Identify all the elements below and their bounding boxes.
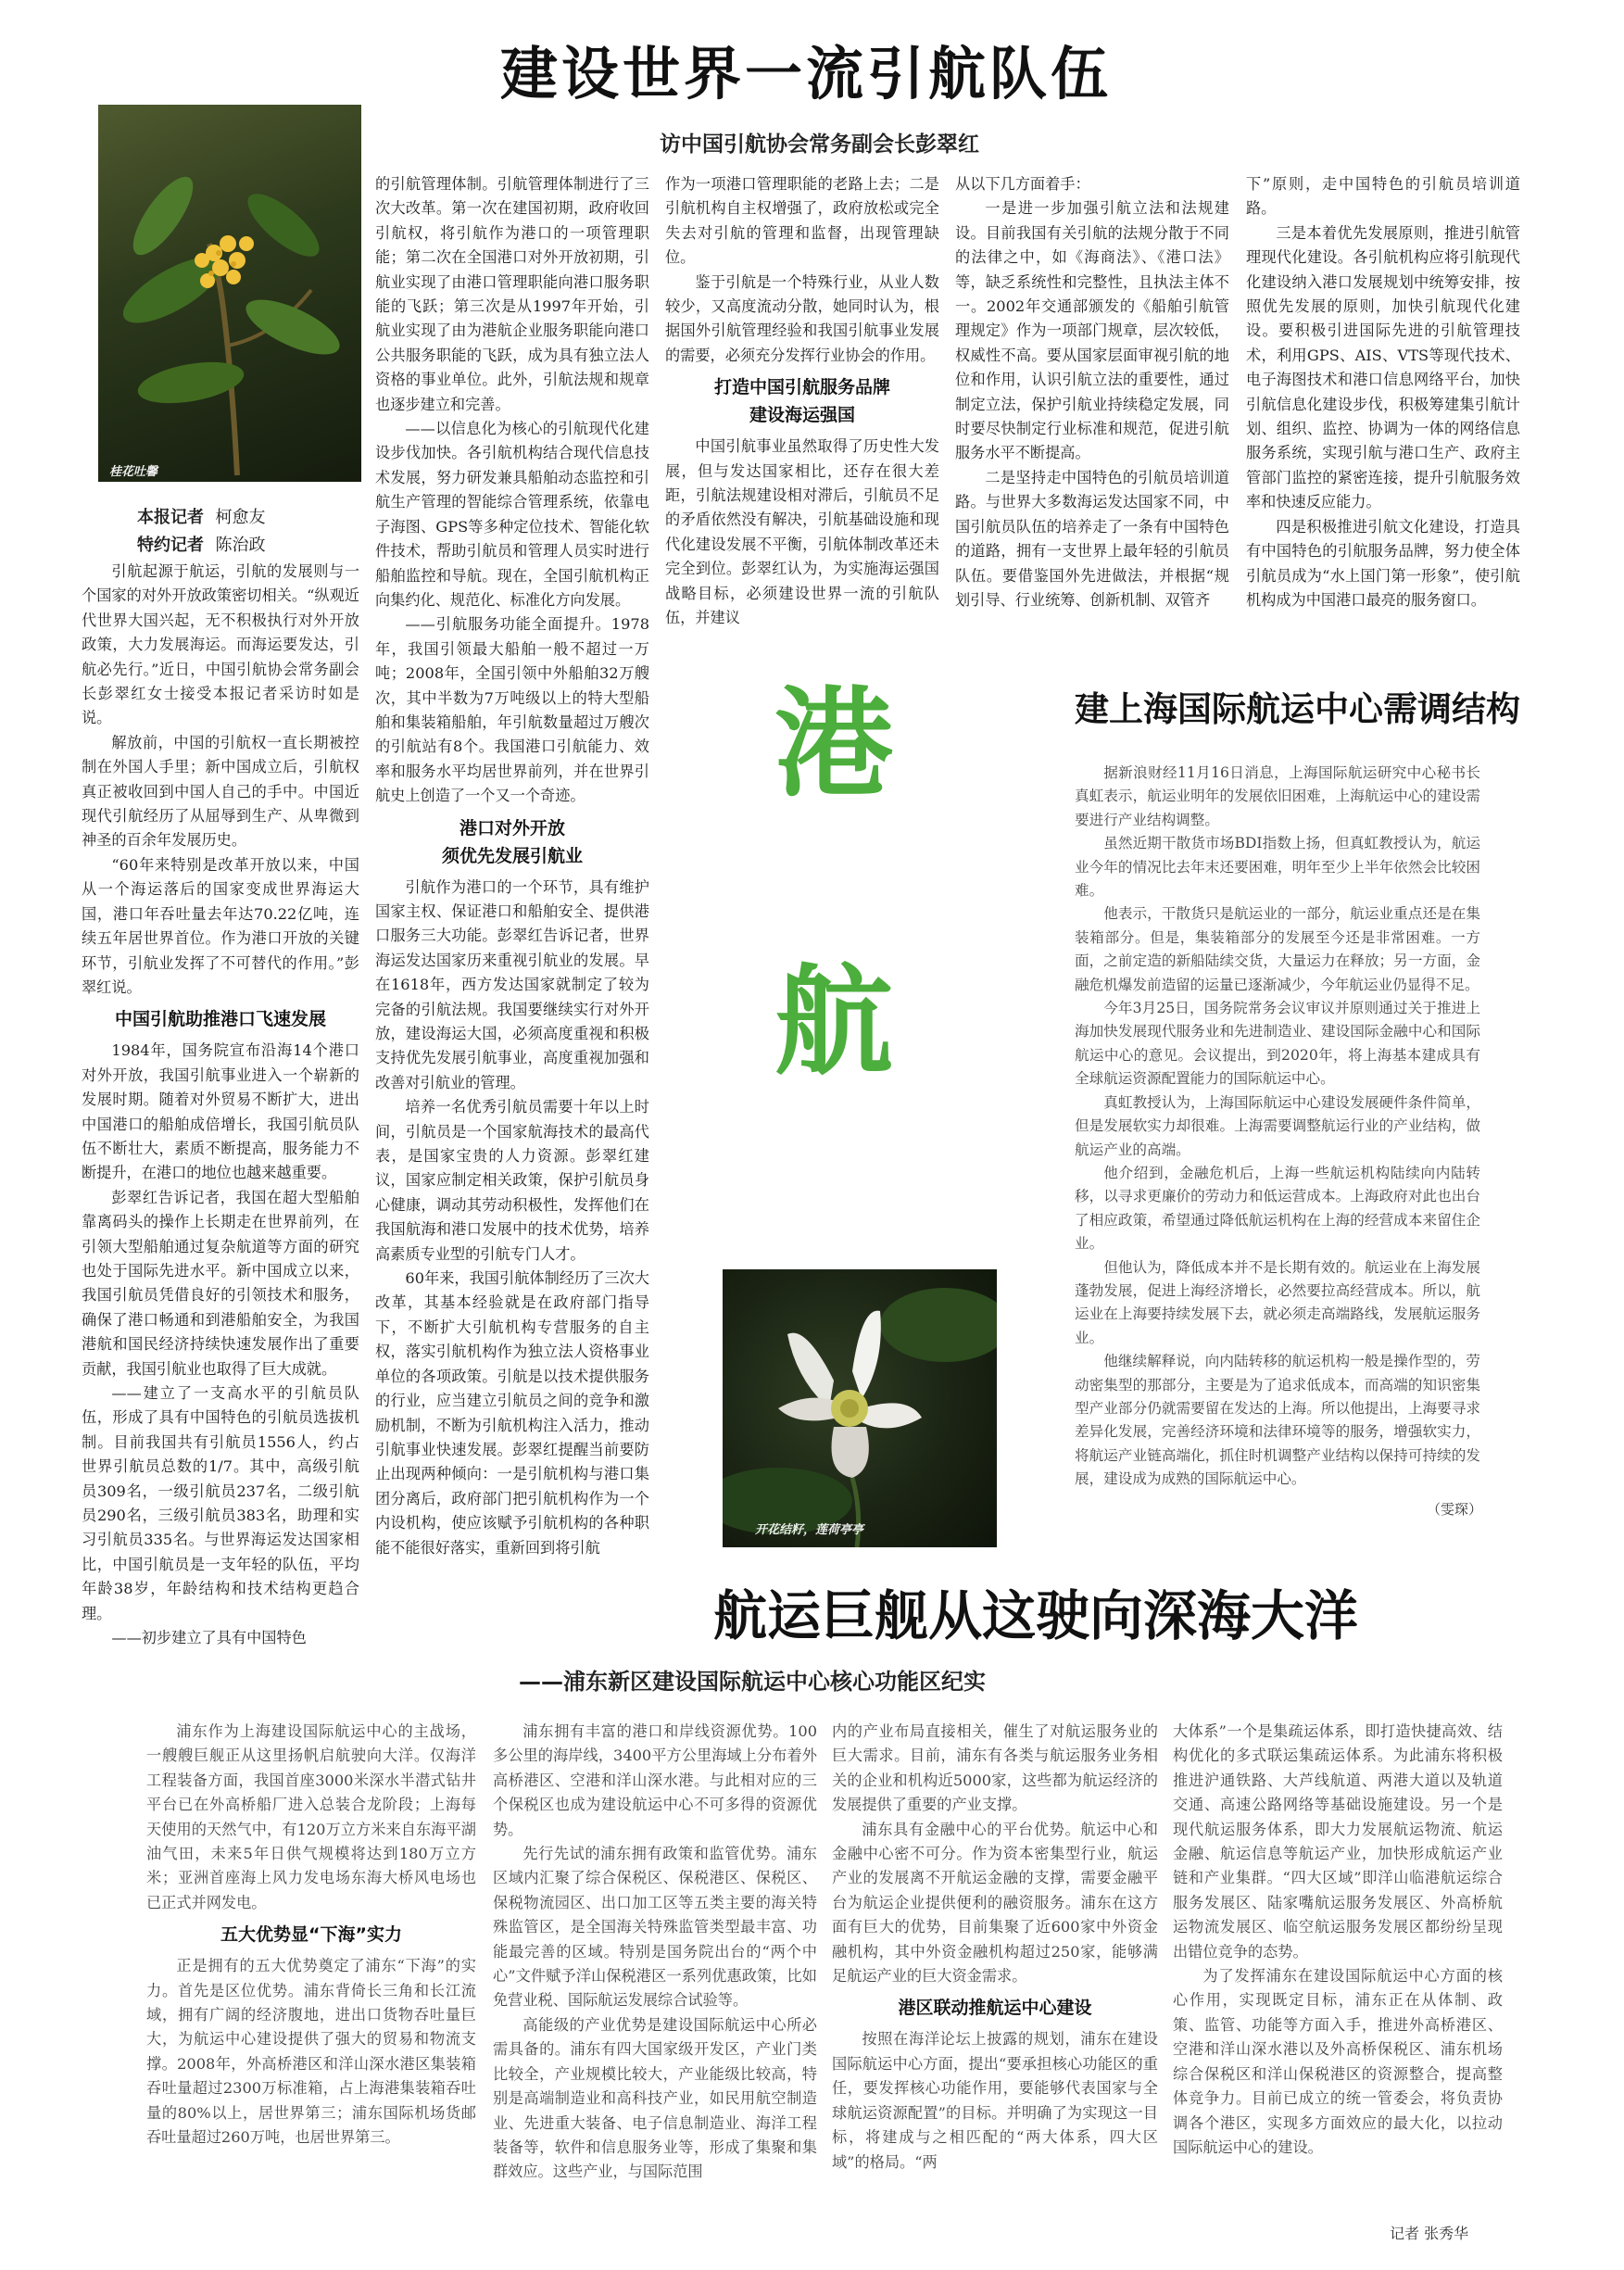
article1-column-4 — [955, 172, 1229, 654]
article1-paragraph: 一是进一步加强引航立法和法规建设。目前我国有关引航的法规分散于不同的法律之中，如《海商法》、《港口法》等，缺乏系统性和完整性，且执法主体不一。2002年交通部颁发的《船舶引航管理规定》作为一项部门规章，层次较低，权威性不高。要从国家层面审视引航的地位和作用，认识引航立法的重要性，通过制定立法，保护引航业持续稳定发展，同时要尽快制定行业标准和规范，促进引航服务水平不断提高。 — [955, 199, 1229, 462]
article1-paragraph: 培养一名优秀引航员需要十年以上时间，引航员是一个国家航海技术的最高代表，是国家宝贵的人力资源。彭翠红建议，国家应制定相关政策，保护引航员身心健康，调动其劳动积极性，发挥他们在我国航海和港口发展中的技术优势，培养高素质专业型的引航专门人才。 — [375, 1098, 649, 1263]
article3-paragraph: 正是拥有的五大优势奠定了浦东“下海”的实力。首先是区位优势。浦东背倚长三角和长江流域，拥有广阔的经济腹地，进出口货物吞吐量巨大，为航运中心建设提供了强大的贸易和物流支撑。2008年，外高桥港区和洋山深水港区集装箱吞吐量超过2300万标准箱，占上海港集装箱吞吐量的80%以上，居世界第三；浦东国际机场货邮吞吐量超过260万吨，也居世界第三。 — [146, 1957, 476, 2147]
lotus-illustration — [723, 1269, 997, 1547]
article2-paragraph: 真虹教授认为，上海国际航运中心建设发展硬件条件简单，但是发展软实力却很难。上海需要调整航运行业的产业结构，做航运产业的高端。 — [1075, 1093, 1480, 1158]
article3-column-2 — [493, 1720, 817, 2238]
article1-title: 建设世界一流引航队伍 — [500, 40, 1113, 107]
article1-paragraph: 作为一项港口管理职能的老路上去；二是引航机构自主权增强了，政府放松或完全失去对引航的管理和监督，出现管理缺位。 — [665, 175, 939, 267]
article1-paragraph: 的引航管理体制。引航管理体制进行了三次大改革。第一次在建国初期，政府收回引航权，将引航作为港口的一项管理职能；第二次在全国港口对外开放初期，引航业实现了由港口管理职能向港口服务职能的飞跃；第三次是从1997年开始，引航业实现了由为港航企业服务职能向港口公共服务职能的飞跃，成为具有独立法人资格的事业单位。此外，引航法规和规章也逐步建立和完善。 — [375, 175, 649, 413]
article1-paragraph: “60年来特别是改革开放以来，中国从一个海运落后的国家变成世界海运大国，港口年吞吐量去年达70.22亿吨，连续五年居世界首位。作为港口开放的关键环节，引航业发挥了不可替代的作用。”彭翠红说。 — [82, 855, 359, 996]
article1-paragraph: 三是本着优先发展原则，推进引航管理现代化建设。各引航机构应将引航现代化建设纳入港口发展规划中统筹安排，按照优先发展的原则，加快引航现代化建设。要积极引进国际先进的引航管理技术，利用GPS、AIS、VTS等现代技术、电子海图技术和港口信息网络平台，加快引航信息化建设步伐，积极筹建集引航计划、组织、监控、协调为一体的网络信息服务系统，实现引航与港口生产、政府主管部门监控的紧密连接，提升引航服务效率和快速反应能力。 — [1246, 223, 1520, 511]
article1-paragraph: 彭翠红告诉记者，我国在超大型船舶靠离码头的操作上长期走在世界前列，在引领大型船舶通过复杂航道等方面的研究也处于国际先进水平。新中国成立以来，我国引航员凭借良好的引领技术和服务，确保了港口畅通和到港船舶安全，为我国港航和国民经济持续快速发展作出了重要贡献，我国引航业也取得了巨大成就。 — [82, 1188, 359, 1378]
article3-paragraph: 为了发挥浦东在建设国际航运中心方面的核心作用，实现既定目标，浦东正在从体制、政策、监管、功能等方面入手，推进外高桥港区、空港和洋山深水港以及外高桥保税区、浦东机场综合保税区和洋山保税港区的资源整合，提高整体竞争力。目前已成立的统一管委会，将负责协调各个港区，实现多方面效应的最大化，以拉动国际航运中心的建设。 — [1173, 1967, 1503, 2156]
heading-line: 打造中国引航服务品牌 — [713, 377, 890, 398]
article1-paragraph: 60年来，我国引航体制经历了三次大改革，其基本经验就是在政府部门指导下，不断扩大引航机构专营服务的自主权，落实引航机构作为独立法人资格事业单位的各项政策。引航是以技术提供服务的行业，应当建立引航员之间的竞争和激励机制，不断为引航机构注入活力，推动引航事业快速发展。彭翠红提醒当前要防止出现两种倾向：一是引航机构与港口集团分离后，政府部门把引航机构作为一个内设机构，使应该赋予引航机构的各种职能不能很好落实，重新回到将引航 — [375, 1269, 649, 1557]
article1-paragraph: 中国引航事业虽然取得了历史性大发展，但与发达国家相比，还存在很大差距，引航法规建设相对滞后，引航员不足的矛盾依然没有解决，引航基础设施和现代化建设发展不平衡，引航体制改革还未完全到位。彭翠红认为，为实施海运强国战略目标，必须建设世界一流的引航队伍，并建议 — [665, 437, 939, 627]
article3-paragraph: 浦东作为上海建设国际航运中心的主战场，一艘艘巨舰正从这里扬帆启航驶向大洋。仅海洋工程装备方面，我国首座3000米深水半潜式钻井平台已在外高桥船厂进入总装合龙阶段；上海每天使用的天然气中，有120万立方米来自东海平湖油气田，未来5年日供气规模将达到180万立方米；亚洲首座海上风力发电场东海大桥风电场也已正式并网发电。 — [146, 1722, 476, 1911]
heading-line: 须优先发展引航业 — [441, 845, 583, 866]
article3-signature: 记者 张秀华 — [1390, 2225, 1469, 2242]
reporter-name: 柯愈友 — [215, 508, 266, 527]
heading-line: 建设海运强国 — [749, 405, 855, 426]
article1-paragraph: 1984年，国务院宣布沿海14个港口对外开放，我国引航事业进入一个崭新的发展时期。随着对外贸易不断扩大，进出中国港口的船舶成倍增长，我国引航员队伍不断壮大，素质不断提高，服务能力不断提升，在港口的地位也越来越重要。 — [82, 1041, 359, 1182]
article1-subtitle: 访中国引航协会常务副会长彭翠红 — [660, 132, 979, 157]
article3-section-heading-1: 五大优势显“下海”实力 — [220, 1924, 402, 1946]
article1-paragraph: 解放前，中国的引航权一直长期被控制在外国人手里；新中国成立后，引航权真正被收回到中国人自己的手中。中国近现代引航经历了从屈辱到生产、从卑微到神圣的百余年发展历史。 — [82, 733, 359, 850]
article1-paragraph: ——以信息化为核心的引航现代化建设步伐加快。各引航机构结合现代信息技术发展，努力研发兼具船舶动态监控和引航生产管理的智能综合管理系统，依靠电子海图、GPS等多种定位技术、智能化软件技术，帮助引航员和管理人员实时进行船舶监控和导航。现在，全国引航机构正向集约化、规范化、标准化方向发展。 — [375, 420, 649, 609]
article1-paragraph: 下”原则，走中国特色的引航员培训道路。 — [1246, 175, 1520, 218]
article1-byline — [137, 504, 359, 560]
special-reporter-label: 特约记者 — [137, 536, 204, 555]
article2-paragraph: 但他认为，降低成本并不是长期有效的。航运业在上海发展蓬勃发展，促进上海经济增长，必然要拉高经营成本。所以，航运业在上海要持续发展下去，就必须走高端路线，发展航运服务业。 — [1075, 1258, 1480, 1346]
article2-paragraph: 他继续解释说，向内陆转移的航运机构一般是操作型的，劳动密集型的那部分，主要是为了追求低成本，而高端的知识密集型产业部分仍就需要留在发达的上海。所以他提出，上海要寻求差异化发展，完善经济环境和法律环境等的服务，增强软实力，将航运产业链高端化，抓住时机调整产业结构以保持可持续的发展，建设成为成熟的国际航运中心。 — [1075, 1353, 1480, 1488]
article1-column-1 — [82, 560, 359, 1668]
article1-paragraph: 二是坚持走中国特色的引航员培训道路。与世界大多数海运发达国家不同，中国引航员队伍的培养走了一条有中国特色的道路，拥有一支世界上最年轻的引航员队伍。要借鉴国外先进做法，并根据“规划引导、行业统筹、创新机制、双管齐 — [955, 468, 1229, 609]
article2-paragraph: 他表示，干散货只是航运业的一部分，航运业重点还是在集装箱部分。但是，集装箱部分的发展至今还是非常困难。一方面，之前定造的新船陆续交货，大量运力在释放；另一方面，金融危机爆发前造留的运量已逐渐减少，今年航运业仍显得不足。 — [1075, 905, 1480, 993]
article3-subtitle: ——浦东新区建设国际航运中心核心功能区纪实 — [519, 1669, 986, 1695]
article2-body — [1075, 762, 1483, 1521]
article1-paragraph: 从以下几方面着手： — [955, 175, 1090, 193]
article1-paragraph: ——初步建立了具有中国特色 — [111, 1629, 307, 1647]
article2-paragraph: 虽然近期干散货市场BDI指数上扬，但真虹教授认为，航运业今年的情况比去年末还要困难，明年至少上半年依然会比较困难。 — [1075, 835, 1480, 900]
article3-paragraph: 先行先试的浦东拥有政策和监管优势。浦东区域内汇聚了综合保税区、保税港区、保税区、保税物流园区、出口加工区等五类主要的海关特殊监管区，是全国海关特殊监管类型最丰富、功能最完善的区域。特别是国务院出台的“两个中心”文件赋予洋山保税港区一系列优惠政策，比如免营业税、国际航运发展综合试验等。 — [493, 1845, 817, 2010]
osmanthus-caption: 桂花吐馨 — [109, 465, 158, 479]
article3-paragraph: 大体系”一个是集疏运体系，即打造快捷高效、结构优化的多式联运集疏运体系。为此浦东将积极推进沪通铁路、大芦线航道、两港大道以及轨道交通、高速公路网络等基础设施建设。另一个是现代航运服务体系，即大力发展航运物流、航运金融、航运信息等航运产业，加快形成航运产业链和产业集群。“四大区域”即洋山临港航运综合服务发展区、陆家嘴航运服务发展区、外高桥航运物流发展区、临空航运服务发展区都纷纷呈现出错位竞争的态势。 — [1173, 1722, 1503, 1961]
article1-paragraph: ——引航服务功能全面提升。1978年，我国引领最大船舶一般不超过一万吨；2008年，全国引领中外船舶32万艘次，其中半数为7万吨级以上的特大型船舶和集装箱船舶，年引航数量超过万艘次的引航站有8个。我国港口引航能力、效率和服务水平均居世界前列，并在世界引航史上创造了一个又一个奇迹。 — [375, 615, 649, 805]
article3-paragraph: 浦东拥有丰富的港口和岸线资源优势。100多公里的海岸线，3400平方公里海域上分布着外高桥港区、空港和洋山深水港。与此相对应的三个保税区也成为建设航运中心不可多得的资源优势。 — [493, 1722, 817, 1838]
article1-column-2 — [375, 172, 649, 1668]
article1-paragraph: 鉴于引航是一个特殊行业，从业人数较少，又高度流动分散，她同时认为，根据国外引航管理经验和我国引航事业发展的需要，必须充分发挥行业协会的作用。 — [665, 272, 939, 364]
article3-title: 航运巨舰从这驶向深海大洋 — [713, 1584, 1359, 1647]
article1-column-5 — [1246, 172, 1520, 654]
lotus-photo — [723, 1269, 997, 1547]
article1-paragraph: ——建立了一支高水平的引航员队伍，形成了具有中国特色的引航员选拔机制。目前我国共有引航员1556人，约占世界引航员总数的1/7。其中，高级引航员309名，一级引航员237名，二级引航员290名，三级引航员383名，助理和实习引航员335名。与世界海运发达国家相比，中国引航员是一支年轻的队伍，平均年龄38岁，年龄结构和技术结构更趋合理。 — [82, 1384, 359, 1622]
osmanthus-illustration — [98, 105, 361, 482]
article1-section-heading-3 — [665, 373, 939, 429]
banner-char-hang: 航 — [774, 953, 894, 1091]
article1-section-heading-2 — [375, 814, 649, 870]
reporter-label: 本报记者 — [137, 508, 204, 527]
article3-paragraph: 浦东具有金融中心的平台优势。航运中心和金融中心密不可分。作为资本密集型行业，航运产业的发展离不开航运金融的支撑，需要金融平台为航运企业提供便利的融资服务。浦东在这方面有巨大的优势，目前集聚了近600家中外资金融机构，其中外资金融机构超过250家，能够满足航运产业的巨大资金需求。 — [832, 1820, 1158, 1986]
article2-title: 建上海国际航运中心需调结构 — [1075, 689, 1520, 729]
article1-paragraph: 四是积极推进引航文化建设，打造具有中国特色的引航服务品牌，努力使全体引航员成为“水上国门第一形象”，使引航机构成为中国港口最亮的服务窗口。 — [1246, 517, 1520, 609]
osmanthus-photo — [98, 105, 361, 482]
article3-paragraph: 按照在海洋论坛上披露的规划，浦东在建设国际航运中心方面，提出“要承担核心功能区的重任，要发挥核心功能作用，要能够代表国家与全球航运资源配置”的目标。并明确了为实现这一目标，将建成与之相匹配的“两大体系，四大区域”的格局。“两 — [832, 2030, 1158, 2171]
article3-column-4 — [1173, 1720, 1503, 2220]
heading-line: 港口对外开放 — [459, 817, 565, 839]
article3-column-1 — [146, 1720, 476, 2238]
article1-column-3 — [665, 172, 939, 654]
article2-paragraph: 他介绍到，金融危机后，上海一些航运机构陆续向内陆转移，以寻求更廉价的劳动力和低运营成本。上海政府对此也出台了相应政策，希望通过降低航运机构在上海的经营成本来留住企业。 — [1075, 1164, 1480, 1253]
article3-section-heading-3: 港区联动推航运中心建设 — [898, 1998, 1092, 2019]
banner-char-gang: 港 — [774, 675, 894, 813]
article3-paragraph: 内的产业布局直接相关，催生了对航运服务业的巨大需求。目前，浦东有各类与航运服务业务相关的企业和机构近5000家，这些都为航运经济的发展提供了重要的产业支撑。 — [832, 1722, 1158, 1814]
lotus-caption: 开花结籽，莲荷亭亭 — [755, 1523, 864, 1537]
article1-paragraph: 引航起源于航运，引航的发展则与一个国家的对外开放政策密切相关。“纵观近代世界大国兴起，无不积极执行对外开放政策，大力发展海运。而海运要发达，引航必先行。”近日，中国引航协会常务副会长彭翠红女士接受本报记者采访时如是说。 — [82, 562, 359, 727]
article1-section-heading-1: 中国引航助推港口飞速发展 — [114, 1009, 326, 1030]
article2-paragraph: 据新浪财经11月16日消息，上海国际航运研究中心秘书长真虹表示，航运业明年的发展依旧困难，上海航运中心的建设需要进行产业结构调整。 — [1075, 764, 1480, 828]
article3-paragraph: 高能级的产业优势是建设国际航运中心所必需具备的。浦东有四大国家级开发区，产业门类比较全，产业规模比较大，产业能级比较高，特别是高端制造业和高科技产业，如民用航空制造业、先进重大装备、电子信息制造业、海洋工程装备等，软件和信息服务业等，形成了集聚和集群效应。这些产业，与国际范围 — [493, 2015, 817, 2181]
article3-column-3 — [832, 1720, 1158, 2238]
article2-paragraph: 今年3月25日，国务院常务会议审议并原则通过关于推进上海加快发展现代服务业和先进制造业、建设国际金融中心和国际航运中心的意见。会议提出，到2020年，将上海基本建成具有全球航运资源配置能力的国际航运中心。 — [1075, 1000, 1480, 1088]
special-reporter-name: 陈治政 — [215, 536, 266, 555]
article1-paragraph: 引航作为港口的一个环节，具有维护国家主权、保证港口和船舶安全、提供港口服务三大功能。彭翠红告诉记者，世界海运发达国家历来重视引航业的发展。早在1618年，西方发达国家就制定了较为完备的引航法规。我国要继续实行对外开放，建设海运大国，必须高度重视和积极支持优先发展引航事业，高度重视加强和改善对引航业的管理。 — [375, 877, 649, 1091]
article2-signature: （雯琛） — [1427, 1501, 1483, 1518]
